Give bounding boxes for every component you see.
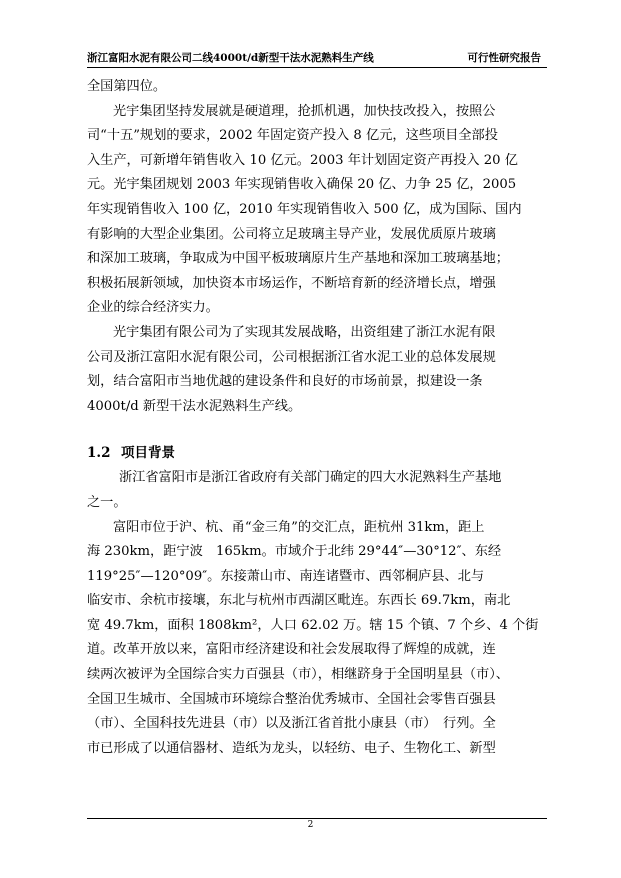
section-title: 项目背景 (121, 445, 175, 462)
text-line: 元。光宇集团规划 2003 年实现销售收入确保 20 亿、力争 25 亿，2005 (87, 177, 517, 193)
text-line: 全国卫生城市、全国城市环境综合整治优秀城市、全国社会零售百强县 (87, 691, 496, 707)
text-line: 有影响的大型企业集团。公司将立足玻璃主导产业，发展优质原片玻璃 (87, 226, 496, 242)
text-line: 积极拓展新领域，加快资本市场运作，不断培育新的经济增长点，增强 (87, 275, 496, 291)
text-line: 企业的综合经济实力。 (87, 300, 219, 316)
text-line: 公司及浙江富阳水泥有限公司，公司根据浙江省水泥工业的总体发展规 (87, 349, 496, 365)
text-line: 道。改革开放以来，富阳市经济建设和社会发展取得了辉煌的成就，连 (87, 642, 496, 658)
text-line: 浙江省富阳市是浙江省政府有关部门确定的四大水泥熟料生产基地 (119, 470, 502, 486)
text-line: 续两次被评为全国综合实力百强县（市），相继跻身于全国明星县（市）、 (87, 667, 509, 683)
text-line: 光宇集团有限公司为了实现其发展战略，出资组建了浙江水泥有限 (113, 324, 496, 340)
text-line: 年实现销售收入 100 亿，2010 年实现销售收入 500 亿，成为国际、国内 (87, 201, 522, 217)
page-number: 2 (307, 820, 314, 830)
text-line: 市已形成了以通信器材、造纸为龙头，以轻纺、电子、生物化工、新型 (87, 740, 496, 756)
text-line: 4000t/d 新型干法水泥熟料生产线。 (87, 398, 302, 414)
text-line: 之一。 (87, 494, 127, 510)
text-line: 富阳市位于沪、杭、甬“金三角”的交汇点，距杭州 31km，距上 (113, 519, 485, 535)
text-line: 临安市、余杭市接壤，东北与杭州市西湖区毗连。东西长 69.7km，南北 (87, 593, 511, 609)
text-line: （市）、全国科技先进县（市）以及浙江省首批小康县（市） 行列。全 (87, 716, 496, 732)
section-number: 1.2 (87, 445, 111, 462)
text-line: 海 230km，距宁波 165km。市域介于北纬 29°44″—30°12″、东经 (87, 544, 502, 560)
document-body (87, 75, 547, 761)
header-rule (87, 67, 547, 68)
header-report-type: 可行性研究报告 (467, 52, 541, 64)
header-title: 浙江富阳水泥有限公司二线4000t/d新型干法水泥熟料生产线 (87, 52, 374, 64)
text-line: 全国第四位。 (87, 79, 167, 94)
text-line: 119°25″—120°09″。东接萧山市、南连诸暨市、西邻桐庐县、北与 (87, 568, 485, 584)
section-heading (87, 440, 547, 466)
text-line: 司“十五”规划的要求，2002 年固定资产投入 8 亿元，这些项目全部投 (87, 128, 498, 144)
spacer (87, 419, 547, 440)
text-line: 入生产，可新增年销售收入 10 亿元。2003 年计划固定资产再投入 20 亿 (87, 152, 518, 168)
page-header (87, 50, 547, 68)
text-line: 划，结合富阳市当地优越的建设条件和良好的市场前景，拟建设一条 (87, 374, 483, 390)
text-line: 光宇集团坚持发展就是硬道理，抢抓机遇，加快技改投入，按照公 (113, 103, 496, 119)
text-line: 宽 49.7km，面积 1808km²，人口 62.02 万。辖 15 个镇、7 个乡、4 个街 (87, 617, 539, 633)
footer-rule (87, 818, 547, 819)
text-line: 和深加工玻璃，争取成为中国平板玻璃原片生产基地和深加工玻璃基地； (87, 251, 509, 267)
